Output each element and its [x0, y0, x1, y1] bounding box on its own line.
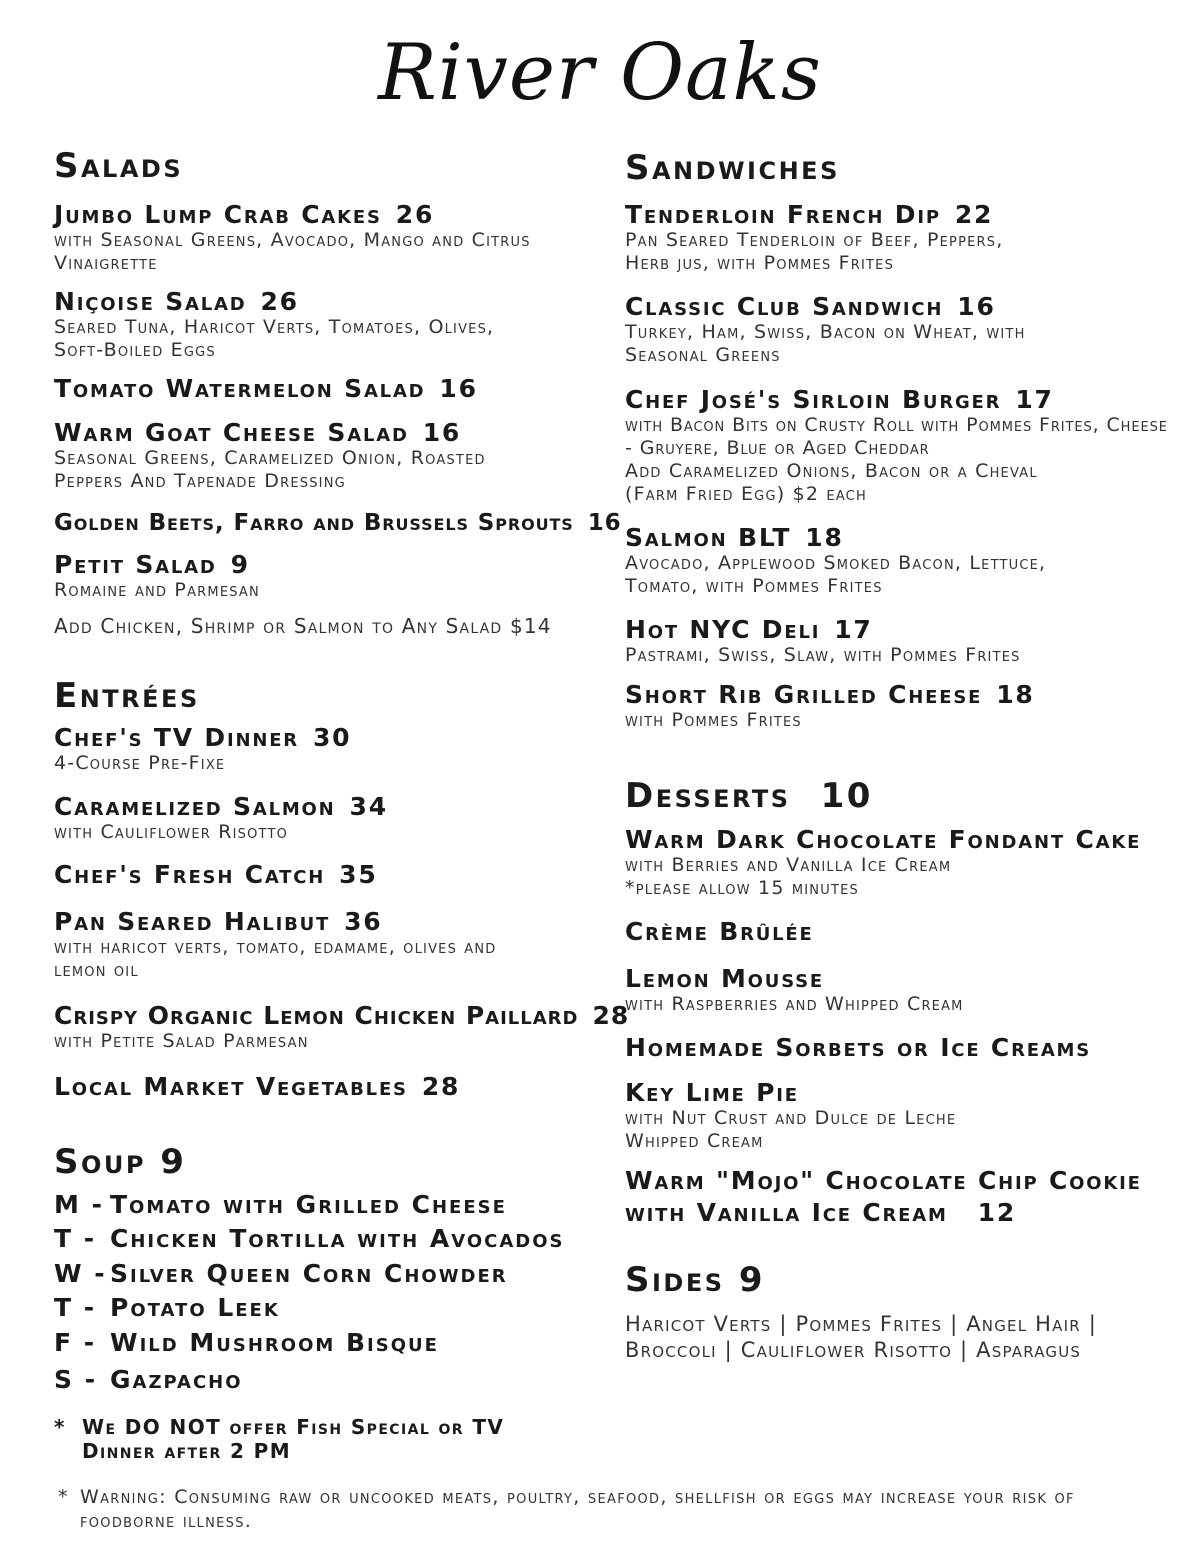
- item-price: 35: [339, 860, 378, 889]
- item-name: Tenderloin French Dip: [625, 200, 941, 229]
- menu-item: [54, 550, 594, 602]
- item-price: 28: [421, 1072, 461, 1101]
- menu-item: [625, 292, 1175, 367]
- soup-day: S -: [54, 1365, 98, 1394]
- item-price: 30: [312, 723, 352, 752]
- item-description: with Bacon Bits on Crusty Roll with Pommes Frites, Cheese - Gruyere, Blue or Aged Cheddar: [625, 414, 1168, 459]
- sides-title: Sides 9: [625, 1260, 766, 1300]
- item-description: with Raspberries and Whipped Cream: [625, 993, 964, 1015]
- menu-item: [54, 907, 594, 982]
- item-description: Seasonal Greens, Caramelized Onion, Roasted Peppers And Tapenade Dressing: [54, 447, 486, 492]
- entrees-title: Entrées: [54, 676, 200, 716]
- item-description-addon: Add Caramelized Onions, Bacon or a Cheval (Farm Fried Egg) $2 each: [625, 460, 1038, 505]
- item-price: 28: [592, 1001, 630, 1030]
- desserts-title: [625, 776, 873, 816]
- item-name: Salmon BLT: [625, 523, 792, 552]
- item-name: Warm Goat Cheese Salad: [54, 418, 409, 447]
- item-name: Local Market Vegetables: [54, 1072, 408, 1101]
- item-price: 12: [977, 1198, 1017, 1227]
- item-description: with Seasonal Greens, Avocado, Mango and Citrus Vinaigrette: [54, 229, 531, 274]
- salads-title: Salads: [54, 146, 184, 186]
- item-price: 18: [996, 680, 1035, 709]
- item-price: 34: [349, 792, 388, 821]
- item-description: Pan Seared Tenderloin of Beef, Peppers, Herb jus, with Pommes Frites: [625, 229, 1004, 274]
- item-description: with Nut Crust and Dulce de Leche Whipped Cream: [625, 1107, 957, 1152]
- warning-text: Warning: Consuming raw or uncooked meats, poultry, seafood, shellfish or eggs may increase your risk of foodborne illness.: [80, 1486, 1075, 1532]
- item-description: with Berries and Vanilla Ice Cream: [625, 854, 952, 876]
- soup-row: [54, 1190, 507, 1219]
- item-name: Caramelized Salmon: [54, 792, 336, 821]
- menu-item: [625, 523, 1175, 598]
- item-price: 16: [957, 292, 996, 321]
- item-price: 9: [230, 550, 250, 579]
- item-name: Crème Brûlée: [625, 917, 814, 946]
- menu-item: [625, 825, 1175, 900]
- soup-row: [54, 1293, 280, 1322]
- item-name: Petit Salad: [54, 550, 217, 579]
- item-price: 16: [587, 510, 622, 536]
- item-description: with Pommes Frites: [625, 709, 802, 731]
- item-name: Niçoise Salad: [54, 287, 247, 316]
- item-price: 17: [834, 615, 873, 644]
- menu-item: [54, 200, 594, 275]
- notice-text: We DO NOT offer Fish Special or TV Dinner after 2 PM: [82, 1415, 505, 1463]
- item-name: Chef's TV Dinner: [54, 723, 299, 752]
- item-price: 36: [344, 907, 383, 936]
- item-price: 16: [439, 374, 478, 403]
- item-description: with haricot verts, tomato, edamame, olives and lemon oil: [54, 936, 497, 981]
- soup-name: Tomato with Grilled Cheese: [110, 1190, 507, 1219]
- soup-day: F -: [54, 1328, 97, 1357]
- restaurant-logo: River Oaks: [378, 28, 822, 118]
- menu-item: [54, 374, 594, 403]
- soup-row: [54, 1259, 508, 1288]
- desserts-title-text: Desserts: [625, 776, 791, 816]
- menu-item: [54, 287, 594, 362]
- menu-item: [625, 1078, 1175, 1153]
- soup-name: Silver Queen Corn Chowder: [110, 1259, 508, 1288]
- menu-item: [54, 1001, 630, 1053]
- soup-name: Wild Mushroom Bisque: [110, 1328, 439, 1357]
- menu-item: [625, 917, 1175, 946]
- item-name-line2: with Vanilla Ice Cream: [625, 1198, 948, 1227]
- menu-item: [625, 680, 1175, 732]
- soup-day: M -: [54, 1190, 104, 1219]
- desserts-price: 10: [820, 776, 873, 816]
- item-price: 26: [395, 200, 435, 229]
- soup-day: W -: [54, 1259, 107, 1288]
- item-description: with Cauliflower Risotto: [54, 821, 289, 843]
- item-name: Chef José's Sirloin Burger: [625, 385, 1002, 414]
- menu-item: [54, 509, 622, 538]
- soup-row: [54, 1365, 243, 1394]
- soup-title: Soup 9: [54, 1142, 187, 1182]
- item-description-note: *please allow 15 minutes: [625, 877, 859, 899]
- item-description: Avocado, Applewood Smoked Bacon, Lettuce, Tomato, with Pommes Frites: [625, 552, 1047, 597]
- item-name: Pan Seared Halibut: [54, 907, 331, 936]
- menu-item: [625, 1166, 1175, 1227]
- soup-name: Chicken Tortilla with Avocados: [110, 1224, 565, 1253]
- item-name: Key Lime Pie: [625, 1078, 799, 1107]
- soup-day: T -: [54, 1293, 97, 1322]
- item-name: Lemon Mousse: [625, 964, 825, 993]
- item-name: Crispy Organic Lemon Chicken Paillard: [54, 1001, 579, 1030]
- item-description: with Petite Salad Parmesan: [54, 1030, 309, 1052]
- menu-item: [54, 860, 594, 889]
- item-name: Homemade Sorbets or Ice Creams: [625, 1033, 1092, 1062]
- item-name: Chef's Fresh Catch: [54, 860, 326, 889]
- item-price: 17: [1015, 385, 1054, 414]
- salad-add-on-note: Add Chicken, Shrimp or Salmon to Any Salad $14: [54, 614, 552, 638]
- menu-item: [54, 1072, 594, 1101]
- item-name: Warm Dark Chocolate Fondant Cake: [625, 825, 1142, 854]
- item-name: Short Rib Grilled Cheese: [625, 680, 983, 709]
- item-price: 22: [954, 200, 994, 229]
- menu-item: [625, 1033, 1175, 1062]
- item-price: 16: [422, 418, 462, 447]
- item-description: Turkey, Ham, Swiss, Bacon on Wheat, with Seasonal Greens: [625, 321, 1026, 366]
- menu-item: [625, 385, 1175, 506]
- menu-item: [54, 723, 594, 775]
- sandwiches-title: Sandwiches: [625, 148, 840, 188]
- item-price: 18: [805, 523, 844, 552]
- item-name: Hot NYC Deli: [625, 615, 821, 644]
- notice-asterisk: *: [54, 1415, 66, 1439]
- item-name: Tomato Watermelon Salad: [54, 374, 426, 403]
- menu-item: [54, 418, 594, 493]
- menu-item: [625, 615, 1175, 667]
- item-name: Warm "Mojo" Chocolate Chip Cookie: [625, 1166, 1142, 1195]
- item-name: Classic Club Sandwich: [625, 292, 944, 321]
- warning-asterisk: *: [58, 1486, 69, 1508]
- item-name: Jumbo Lump Crab Cakes: [54, 200, 382, 229]
- menu-item: [625, 200, 1175, 275]
- menu-item: [54, 792, 594, 844]
- sides-list-line: Broccoli | Cauliflower Risotto | Asparagus: [625, 1338, 1082, 1362]
- item-description: 4-Course Pre-Fixe: [54, 752, 226, 774]
- item-price: 26: [260, 287, 299, 316]
- item-description: Romaine and Parmesan: [54, 579, 260, 601]
- soup-name: Gazpacho: [110, 1365, 243, 1394]
- item-name: Golden Beets, Farro and Brussels Sprouts: [54, 510, 574, 536]
- menu-item: [625, 964, 1175, 1016]
- sides-list-line: Haricot Verts | Pommes Frites | Angel Hair |: [625, 1312, 1098, 1336]
- soup-row: [54, 1224, 565, 1253]
- item-description: Seared Tuna, Haricot Verts, Tomatoes, Olives, Soft-Boiled Eggs: [54, 316, 495, 361]
- soup-row: [54, 1328, 439, 1357]
- soup-day: T -: [54, 1224, 97, 1253]
- item-description: Pastrami, Swiss, Slaw, with Pommes Frites: [625, 644, 1021, 666]
- soup-name: Potato Leek: [110, 1293, 280, 1322]
